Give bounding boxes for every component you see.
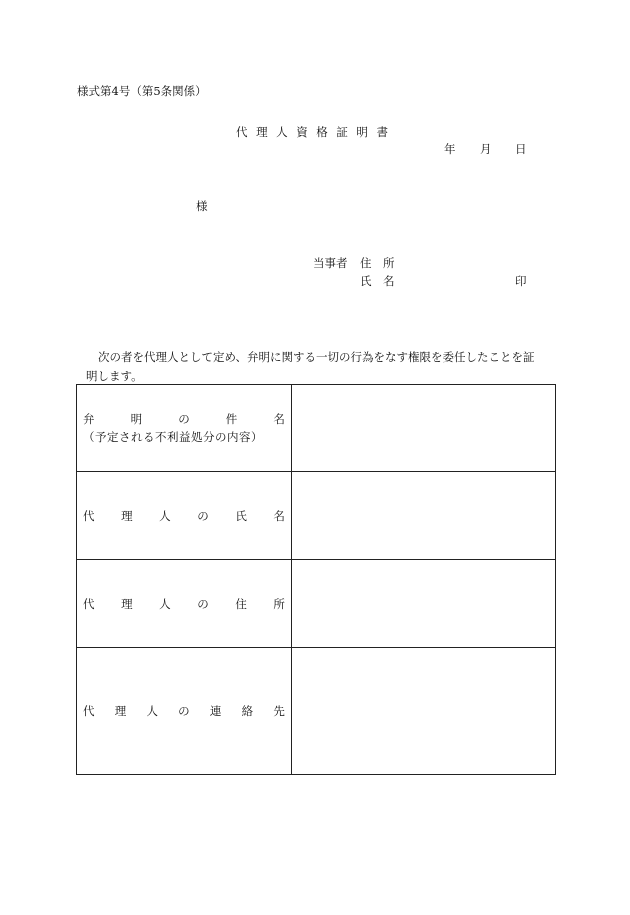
case-name-field[interactable]: [291, 385, 555, 472]
label-char: 名: [273, 508, 285, 523]
proxy-name-field[interactable]: [291, 472, 555, 560]
proxy-info-table: [76, 384, 556, 775]
date-month: 月: [480, 142, 492, 156]
party-role: 当事者: [313, 256, 348, 270]
label-char: 代: [83, 596, 95, 611]
body-text-line2: 明します。: [86, 369, 143, 383]
title-char: 格: [316, 125, 328, 139]
seal-mark: 印: [515, 274, 527, 288]
label-char: 理: [121, 596, 133, 611]
title-char: 資: [296, 125, 308, 139]
document-title: [236, 124, 388, 140]
title-char: 人: [276, 125, 288, 139]
label-char: 所: [273, 596, 285, 611]
label-char: 人: [159, 508, 171, 523]
label-char: 住: [235, 596, 247, 611]
row3-label: [83, 596, 285, 612]
label-char: の: [178, 412, 190, 426]
date-day: 日: [515, 142, 527, 156]
label-char: 氏: [235, 508, 247, 523]
addressee-suffix: 様: [196, 199, 208, 213]
label-char: 名: [273, 412, 285, 426]
row2-label: [83, 508, 285, 524]
label-char: 件: [225, 412, 238, 426]
label-char: 先: [273, 704, 285, 718]
title-char: 明: [356, 125, 368, 139]
party-name-label: 氏 名: [360, 274, 395, 288]
row1-label: [83, 411, 285, 427]
label-cell: [77, 648, 292, 775]
row1-sublabel: （予定される不利益処分の内容）: [83, 430, 263, 444]
label-char: 人: [159, 596, 171, 611]
label-char: 代: [83, 704, 95, 718]
proxy-address-field[interactable]: [291, 560, 555, 648]
title-char: 書: [376, 125, 388, 139]
table-row: [77, 385, 556, 472]
form-number: 様式第4号（第5条関係）: [77, 84, 207, 98]
party-address-label: 住 所: [360, 256, 395, 270]
row4-label: [83, 703, 285, 719]
label-char: 明: [130, 412, 143, 426]
label-char: 理: [121, 508, 133, 523]
title-char: 代: [236, 125, 248, 139]
table-row: [77, 560, 556, 648]
label-char: 人: [146, 704, 158, 718]
proxy-contact-field[interactable]: [291, 648, 555, 775]
label-cell: [77, 385, 292, 472]
label-char: 理: [114, 704, 127, 718]
body-text-line1: 次の者を代理人として定め、弁明に関する一切の行為をなす権限を委任したことを証: [98, 350, 535, 364]
label-char: 代: [83, 508, 95, 523]
date-year: 年: [444, 142, 456, 156]
title-char: 証: [336, 125, 348, 139]
table-row: [77, 472, 556, 560]
label-char: の: [178, 704, 190, 718]
label-char: 弁: [83, 412, 95, 426]
label-char: 連: [209, 704, 222, 718]
label-char: の: [197, 508, 209, 523]
label-cell: [77, 472, 292, 560]
title-char: 理: [256, 125, 268, 139]
label-char: 絡: [241, 704, 254, 718]
label-cell: [77, 560, 292, 648]
table-row: [77, 648, 556, 775]
label-char: の: [197, 596, 209, 611]
